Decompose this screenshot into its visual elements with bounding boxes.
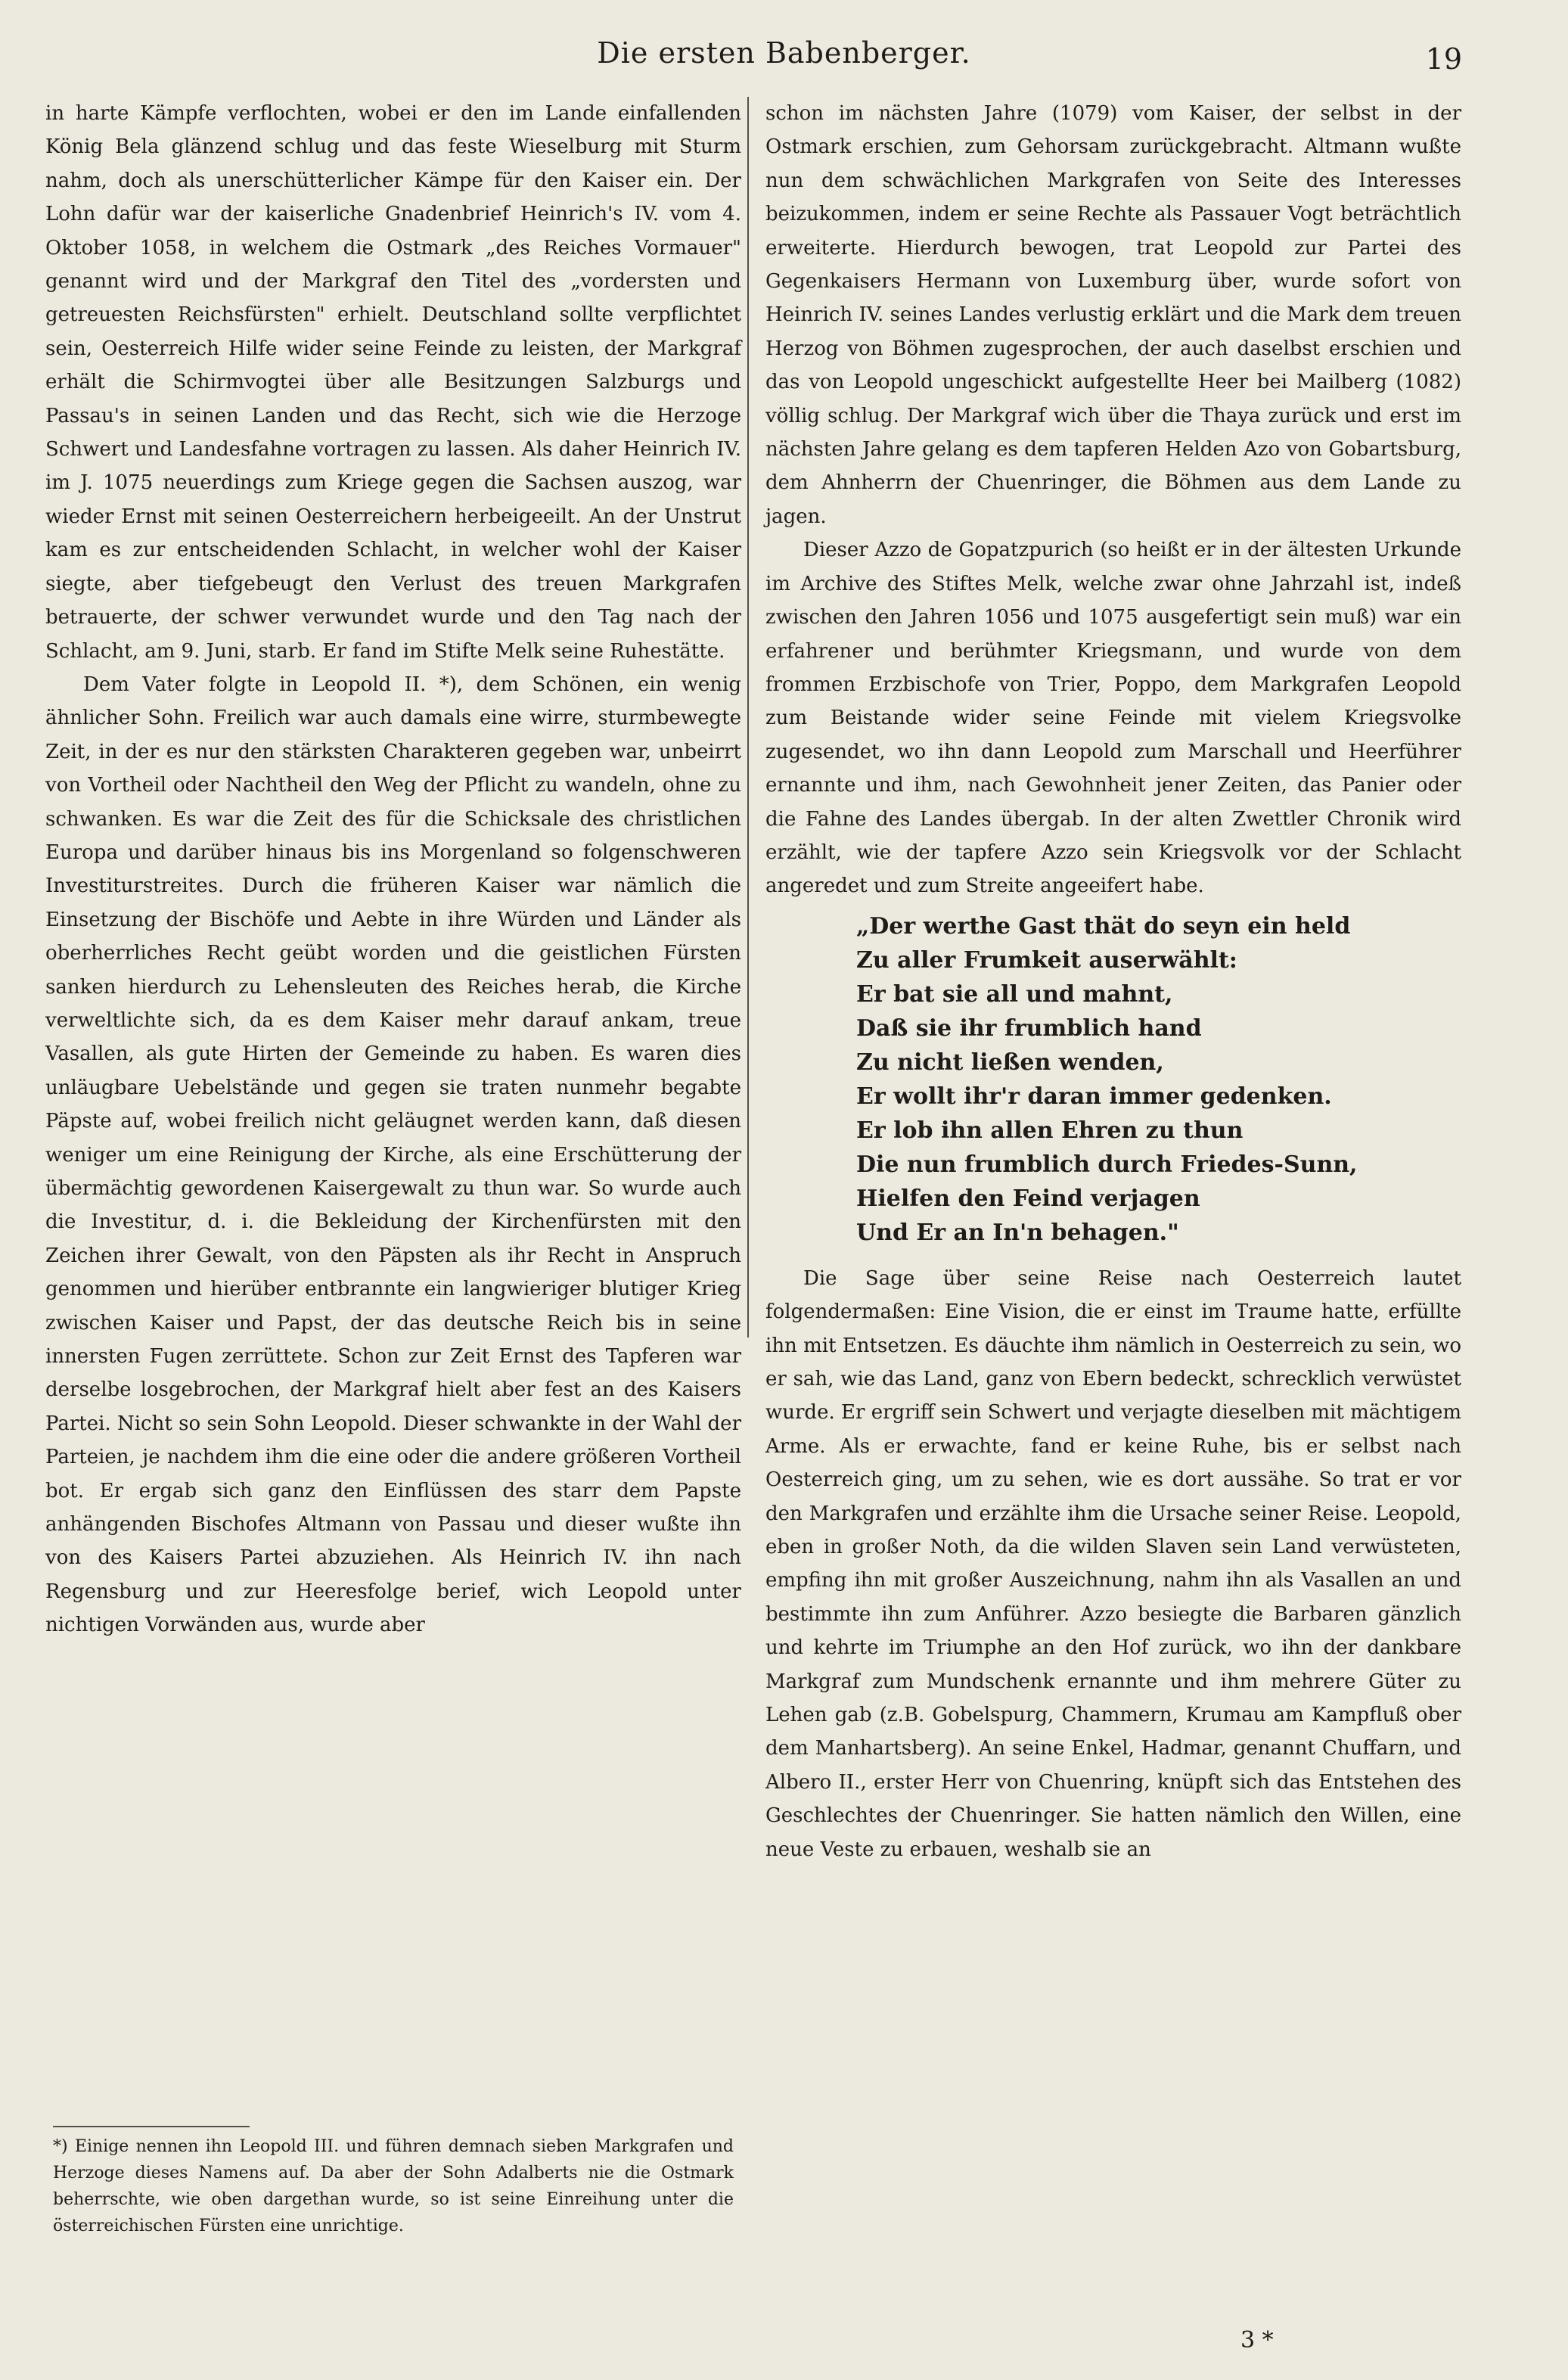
poem-line: Die nun frumblich durch Friedes-Sunn, [856, 1151, 1358, 1178]
footnote-divider [53, 2126, 250, 2127]
footnote: *) Einige nennen ihn Leopold III. und führen demnach sieben Markgrafen und Herzoge dieses Namens auf. Da aber der Sohn Adalberts nie die Ostmark beherrschte, wie oben dargethan wurde, so ist seine Einreihung unter die österreichischen Fürsten eine unrichtige. [53, 2137, 734, 2236]
paragraph: Die Sage über seine Reise nach Oesterreich lautet folgendermaßen: Eine Vision, die er einst im Traume hatte, erfüllte ihn mit Entsetzen. Es däuchte ihm nämlich in Oesterreich zu sein, wo er sah, wie das Land, ganz von Ebern bedeckt, schrecklich verwüstet wurde. Er ergriff sein Schwert und verjagte dieselben mit mächtigem Arme. Als er erwachte, fand er keine Ruhe, bis er selbst nach Oesterreich ging, um zu sehen, wie es dort aussähe. So trat er vor den Markgrafen und erzählte ihm die Ursache seiner Reise. Leopold, eben in großer Noth, da die wilden Slaven sein Land verwüsteten, empfing ihn mit großer Auszeichnung, nahm ihn als Vasallen an und bestimmte ihn zum Anführer. Azzo besiegte die Barbaren gänzlich und kehrte im Triumphe an den Hof zurück, wo ihn der dankbare Markgraf zum Mundschenk ernannte und ihm mehrere Güter zu Lehen gab (z.B. Gobelspurg, Chammern, Krumau am Kampfluß ober dem Manhartsberg). An seine Enkel, Hadmar, genannt Chuffarn, und Albero II., erster Herr von Chuenring, knüpft sich das Entstehen des Geschlechtes der Chuenringer. Sie hatten nämlich den Willen, eine neue Veste zu erbauen, weshalb sie an [765, 1266, 1461, 1861]
poem-line: Zu aller Frumkeit auserwählt: [856, 946, 1237, 974]
column-divider [747, 97, 749, 1338]
poem-line: Und Er an In'n behagen." [856, 1219, 1179, 1246]
printer-signature-mark: 3 * [1240, 2327, 1274, 2354]
poem-line: Er lob ihn allen Ehren zu thun [856, 1117, 1244, 1144]
poem-line: Hielfen den Feind verjagen [856, 1185, 1200, 1212]
right-column [765, 97, 1461, 1866]
paragraph: Dem Vater folgte in Leopold II. *), dem Schönen, ein wenig ähnlicher Sohn. Freilich war auch damals eine wirre, sturmbewegte Zeit, in der es nur den stärksten Charakteren gegeben war, unbeirrt von Vortheil oder Nachtheil den Weg der Pflicht zu wandeln, ohne zu schwanken. Es war die Zeit des für die Schicksale des christlichen Europa und darüber hinaus bis ins Morgenland so folgenschweren Investiturstreites. Durch die früheren Kaiser war nämlich die Einsetzung der Bischöfe und Aebte in ihre Würden und Länder als oberherrliches Recht geübt worden und die geistlichen Fürsten sanken hierdurch zu Lehensleuten des Reiches herab, die Kirche verweltlichte sich, da es dem Kaiser mehr darauf ankam, treue Vasallen, als gute Hirten der Gemeinde zu haben. Es waren dies unläugbare Uebelstände und gegen sie traten nunmehr begabte Päpste auf, wobei freilich nicht geläugnet werden kann, daß diesen weniger um eine Reinigung der Kirche, als eine Erschütterung der übermächtig gewordenen Kaisergewalt zu thun war. So wurde auch die Investitur, d. i. die Bekleidung der Kirchenfürsten mit den Zeichen ihrer Gewalt, von den Päpsten als ihr Recht in Anspruch genommen und hierüber entbrannte ein langwieriger blutiger Krieg zwischen Kaiser und Papst, der das deutsche Reich bis in seine innersten Fugen zerrüttete. Schon zur Zeit Ernst des Tapferen war derselbe losgebrochen, der Markgraf hielt aber fest an des Kaisers Partei. Nicht so sein Sohn Leopold. Dieser schwankte in der Wahl der Parteien, je nachdem ihm die eine oder die andere größeren Vortheil bot. Er ergab sich ganz den Einflüssen des starr dem Papste anhängenden Bischofes Altmann von Passau und dieser wußte ihn von des Kaisers Partei abzuziehen. Als Heinrich IV. ihn nach Regensburg und zur Heeresfolge berief, wich Leopold unter nichtigen Vorwänden aus, wurde aber [45, 673, 741, 1637]
poem [856, 909, 1461, 1250]
paragraph: schon im nächsten Jahre (1079) vom Kaiser, der selbst in der Ostmark erschien, zum Gehorsam zurückgebracht. Altmann wußte nun dem schwächlichen Markgrafen von Seite des Interesses beizukommen, indem er seine Rechte als Passauer Vogt beträchtlich erweiterte. Hierdurch bewogen, trat Leopold zur Partei des Gegenkaisers Hermann von Luxemburg über, wurde sofort von Heinrich IV. seines Landes verlustig erklärt und die Mark dem treuen Herzog von Böhmen zugesprochen, der auch daselbst erschien und das von Leopold ungeschickt aufgestellte Heer bei Mailberg (1082) völlig schlug. Der Markgraf wich über die Thaya zurück und erst im nächsten Jahre gelang es dem tapferen Helden Azo von Gobartsburg, dem Ahnherrn der Chuenringer, die Böhmen aus dem Lande zu jagen. [765, 102, 1461, 528]
poem-line: Er bat sie all und mahnt, [856, 980, 1173, 1008]
poem-line: Er wollt ihr'r daran immer gedenken. [856, 1083, 1332, 1110]
page-number: 19 [1425, 42, 1462, 76]
poem-line: Zu nicht ließen wenden, [856, 1049, 1164, 1076]
running-title: Die ersten Babenberger. [597, 36, 971, 70]
poem-line: „Der werthe Gast thät do seyn ein held [856, 912, 1351, 940]
paragraph: in harte Kämpfe verflochten, wobei er den im Lande einfallenden König Bela glänzend schlug und das feste Wieselburg mit Sturm nahm, doch als unerschütterlicher Kämpe für den Kaiser ein. Der Lohn dafür war der kaiserliche Gnadenbrief Heinrich's IV. vom 4. Oktober 1058, in welchem die Ostmark „des Reiches Vormauer" genannt wird und der Markgraf den Titel des „vordersten und getreuesten Reichsfürsten" erhielt. Deutschland sollte verpflichtet sein, Oesterreich Hilfe wider seine Feinde zu leisten, der Markgraf erhält die Schirmvogtei über alle Besitzungen Salzburgs und Passau's in seinen Landen und das Recht, sich wie die Herzoge Schwert und Landesfahne vortragen zu lassen. Als daher Heinrich IV. im J. 1075 neuerdings zum Kriege gegen die Sachsen auszog, war wieder Ernst mit seinen Oesterreichern herbeigeeilt. An der Unstrut kam es zur entscheidenden Schlacht, in welcher wohl der Kaiser siegte, aber tiefgebeugt den Verlust des treuen Markgrafen betrauerte, der schwer verwundet wurde und den Tag nach der Schlacht, am 9. Juni, starb. Er fand im Stifte Melk seine Ruhestätte. [45, 102, 741, 663]
paragraph: Dieser Azzo de Gopatzpurich (so heißt er in der ältesten Urkunde im Archive des Stiftes Melk, welche zwar ohne Jahrzahl ist, indeß zwischen den Jahren 1056 und 1075 ausgefertigt sein muß) war ein erfahrener und berühmter Kriegsmann, und wurde von dem frommen Erzbischofe von Trier, Poppo, dem Markgrafen Leopold zum Beistande wider seine Feinde mit vielem Kriegsvolke zugesendet, wo ihn dann Leopold zum Marschall und Heerführer ernannte und ihm, nach Gewohnheit jener Zeiten, das Panier oder die Fahne des Landes übergab. In der alten Zwettler Chronik wird erzählt, wie der tapfere Azzo sein Kriegsvolk vor der Schlacht angeredet und zum Streite angeeifert habe. [765, 539, 1461, 898]
left-column [45, 97, 741, 1642]
poem-line: Daß sie ihr frumblich hand [856, 1014, 1202, 1042]
page-header [0, 33, 1568, 82]
